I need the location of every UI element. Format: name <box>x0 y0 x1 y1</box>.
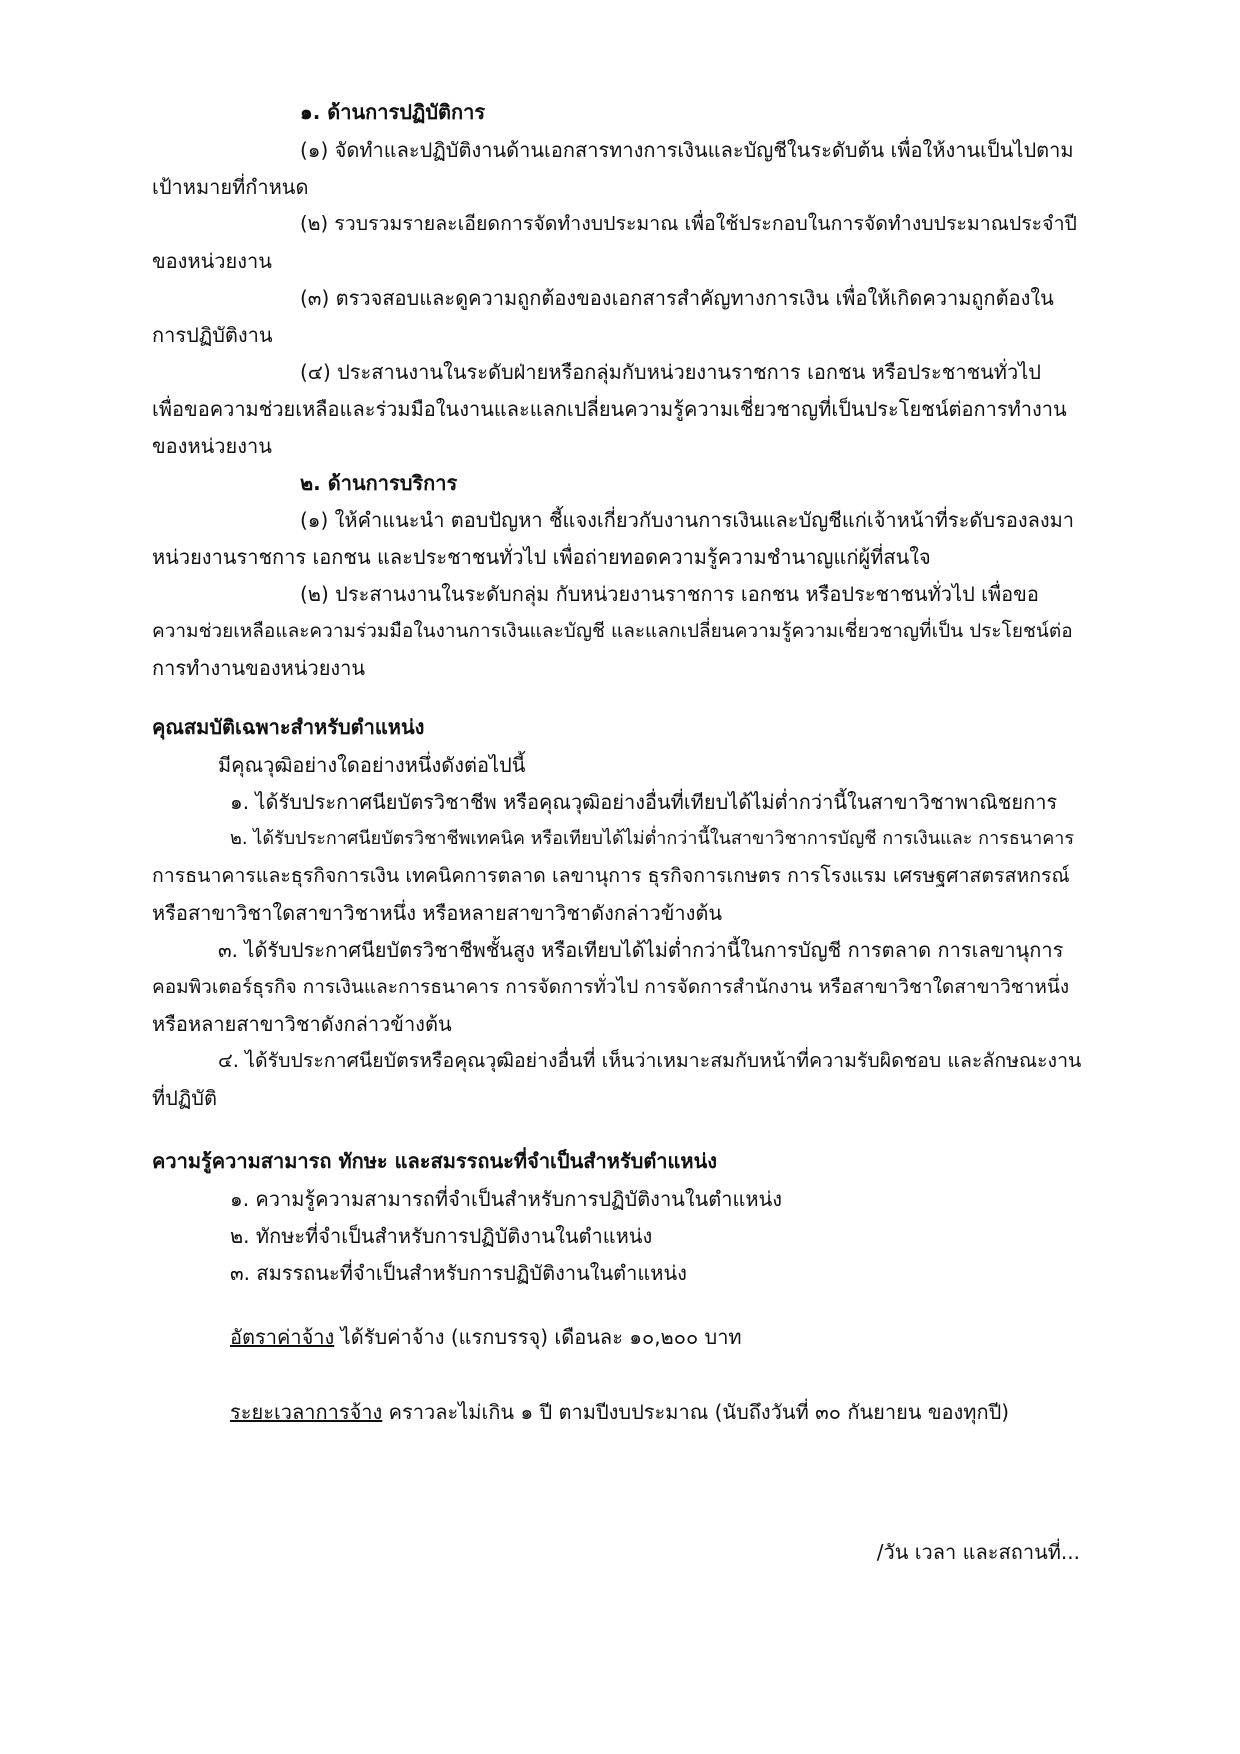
service-item1-line2: หน่วยงานราชการ เอกชน และประชาชนทั่วไป เพื่อถ่ายทอดความรู้ความชำนาญแก่ผู้ที่สนใจ <box>152 545 931 569</box>
wage-line <box>230 1320 742 1354</box>
ops-item2-line1: (๒) รวบรวมรายละเอียดการจัดทำงบประมาณ เพื่อใช้ประกอบในการจัดทำงบประมาณประจำปี <box>300 212 1077 235</box>
service-item2-line3: การทำงานของหน่วยงาน <box>152 656 366 680</box>
competency-item-3: ๓. สมรรถนะที่จำเป็นสำหรับการปฏิบัติงานในตำแหน่ง <box>230 1261 687 1285</box>
qualification-2-line2: การธนาคารและธุรกิจการเงิน เทคนิคการตลาด เลขานุการ ธุรกิจการเกษตร การโรงแรม เศรษฐศาสตรสหกรณ์ <box>152 864 1070 887</box>
ops-item3-line2: การปฏิบัติงาน <box>152 323 273 347</box>
duration-text: คราวละไม่เกิน ๑ ปี ตามปีงบประมาณ (นับถึงวันที่ ๓๐ กันยายน ของทุกปี) <box>382 1400 1010 1424</box>
service-item2-line1: (๒) ประสานงานในระดับกลุ่ม กับหน่วยงานราชการ เอกชน หรือประชาชนทั่วไป เพื่อขอ <box>300 582 1039 606</box>
ops-item4-line3: ของหน่วยงาน <box>152 434 272 458</box>
ops-item4-line2: เพื่อขอความช่วยเหลือและร่วมมือในงานและแลกเปลี่ยนความรู้ความเชี่ยวชาญที่เป็นประโยชน์ต่อการทำงาน <box>152 397 1067 421</box>
ops-item1-line2: เป้าหมายที่กำหนด <box>152 175 309 199</box>
duration-line <box>230 1395 1009 1429</box>
service-item1-line1: (๑) ให้คำแนะนำ ตอบปัญหา ชี้แจงเกี่ยวกับงานการเงินและบัญชีแก่เจ้าหน้าที่ระดับรองลงมา <box>300 508 1075 532</box>
qualification-3-line2: คอมพิวเตอร์ธุรกิจ การเงินและการธนาคาร การจัดการทั่วไป การจัดการสำนักงาน หรือสาขาวิชาใดสาขาวิชาหนึ่ง <box>152 976 1070 998</box>
page-continuation: /วัน เวลา และสถานที่... <box>876 1540 1080 1564</box>
competency-item-2: ๒. ทักษะที่จำเป็นสำหรับการปฏิบัติงานในตำแหน่ง <box>230 1224 653 1248</box>
wage-text: ได้รับค่าจ้าง (แรกบรรจุ) เดือนละ ๑๐,๒๐๐ บาท <box>334 1325 742 1349</box>
qualification-3-line3: หรือหลายสาขาวิชาดังกล่าวข้างต้น <box>152 1012 452 1036</box>
qualifications-heading: คุณสมบัติเฉพาะสำหรับตำแหน่ง <box>152 715 425 739</box>
qualification-2-line3: หรือสาขาวิชาใดสาขาวิชาหนึ่ง หรือหลายสาขาวิชาดังกล่าวข้างต้น <box>152 901 723 925</box>
qualification-4-line2: ที่ปฏิบัติ <box>152 1086 217 1110</box>
qualification-2-line1: ๒. ได้รับประกาศนียบัตรวิชาชีพเทคนิค หรือเทียบได้ไม่ต่ำกว่านี้ในสาขาวิชาการบัญชี การเงินและ การธนาคาร <box>230 828 1075 849</box>
section-ops-heading: ๑. ด้านการปฏิบัติการ <box>300 100 486 124</box>
wage-label: อัตราค่าจ้าง <box>230 1325 335 1349</box>
competency-item-1: ๑. ความรู้ความสามารถที่จำเป็นสำหรับการปฏิบัติงานในตำแหน่ง <box>230 1187 783 1211</box>
qualification-1-line1: ๑. ได้รับประกาศนียบัตรวิชาชีพ หรือคุณวุฒิอย่างอื่นที่เทียบได้ไม่ต่ำกว่านี้ในสาขาวิชาพาณิชยการ <box>230 790 1058 814</box>
ops-item4-line1: (๔) ประสานงานในระดับฝ่ายหรือกลุ่มกับหน่วยงานราชการ เอกชน หรือประชาชนทั่วไป <box>300 360 1041 384</box>
section-service-heading: ๒. ด้านการบริการ <box>300 471 458 495</box>
duration-label: ระยะเวลาการจ้าง <box>230 1400 383 1424</box>
service-item2-line2: ความช่วยเหลือและความร่วมมือในงานการเงินและบัญชี และแลกเปลี่ยนความรู้ความเชี่ยวชาญที่เป็น ประโยชน์ต่อ <box>152 620 1073 642</box>
qualifications-intro: มีคุณวุฒิอย่างใดอย่างหนึ่งดังต่อไปนี้ <box>218 753 526 777</box>
competency-heading: ความรู้ความสามารถ ทักษะ และสมรรถนะที่จำเป็นสำหรับตำแหน่ง <box>152 1149 718 1173</box>
qualification-3-line1: ๓. ได้รับประกาศนียบัตรวิชาชีพชั้นสูง หรือเทียบได้ไม่ต่ำกว่านี้ในการบัญชี การตลาด การเลขานุการ <box>218 938 1064 962</box>
ops-item3-line1: (๓) ตรวจสอบและดูความถูกต้องของเอกสารสำคัญทางการเงิน เพื่อให้เกิดความถูกต้องใน <box>300 286 1054 310</box>
ops-item1-line1: (๑) จัดทำและปฏิบัติงานด้านเอกสารทางการเงินและบัญชีในระดับต้น เพื่อให้งานเป็นไปตาม <box>300 138 1074 162</box>
ops-item2-line2: ของหน่วยงาน <box>152 249 272 273</box>
qualification-4-line1: ๔. ได้รับประกาศนียบัตรหรือคุณวุฒิอย่างอื่นที่ เห็นว่าเหมาะสมกับหน้าที่ความรับผิดชอบ และลักษณะงาน <box>218 1049 1082 1072</box>
